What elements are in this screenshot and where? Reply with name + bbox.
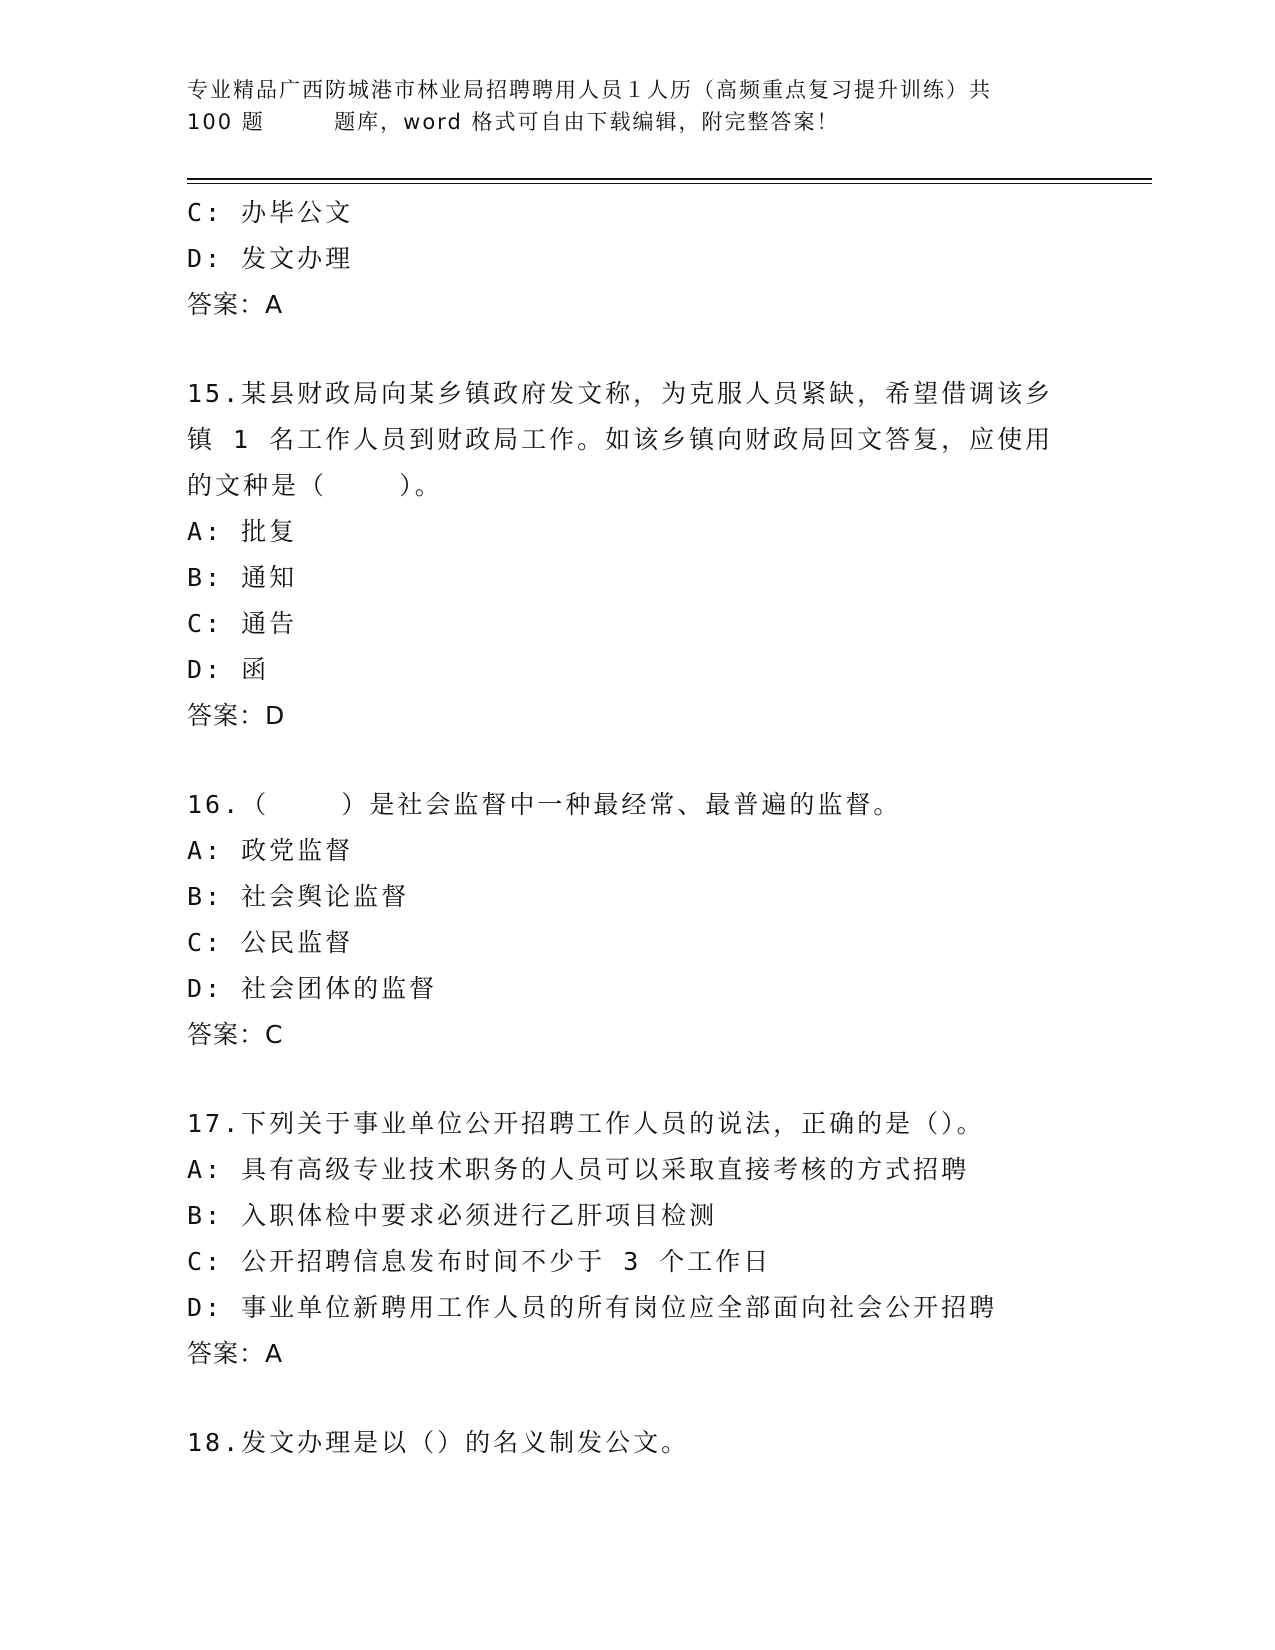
question-16-stem: 16.（ ）是社会监督中一种最经常、最普遍的监督。 [187, 790, 902, 819]
option-c: C: 办毕公文 [187, 198, 354, 227]
option-d: D: 事业单位新聘用工作人员的所有岗位应全部面向社会公开招聘 [187, 1293, 998, 1322]
question-17-stem: 17.下列关于事业单位公开招聘工作人员的说法，正确的是（）。 [187, 1109, 985, 1138]
header-line-1: 专业精品广西防城港市林业局招聘聘用人员１人历（高频重点复习提升训练）共 [187, 78, 992, 102]
answer-line: 答案：D [187, 701, 286, 730]
header-rule-thick [187, 178, 1152, 180]
option-c: C: 通告 [187, 609, 298, 638]
option-a: A: 具有高级专业技术职务的人员可以采取直接考核的方式招聘 [187, 1155, 970, 1184]
header-line-2: 100 题 题库，word 格式可自由下载编辑，附完整答案！ [187, 110, 840, 134]
question-18-stem: 18.发文办理是以（）的名义制发公文。 [187, 1428, 690, 1457]
option-c: C: 公开招聘信息发布时间不少于 3 个工作日 [187, 1247, 772, 1276]
option-c: C: 公民监督 [187, 928, 354, 957]
answer-line: 答案：A [187, 290, 284, 319]
answer-line: 答案：C [187, 1020, 284, 1049]
question-15-stem-1: 15.某县财政局向某乡镇政府发文称，为克服人员紧缺，希望借调该乡 [187, 379, 1054, 408]
page-header [187, 74, 1087, 138]
option-a: A: 政党监督 [187, 836, 354, 865]
answer-line: 答案：A [187, 1339, 284, 1368]
option-b: B: 入职体检中要求必须进行乙肝项目检测 [187, 1201, 718, 1230]
option-d: D: 函 [187, 655, 270, 684]
option-d: D: 社会团体的监督 [187, 974, 438, 1003]
option-a: A: 批复 [187, 517, 298, 546]
header-rule-thin [187, 183, 1152, 184]
question-content [187, 190, 1087, 1466]
question-15-stem-2: 镇 1 名工作人员到财政局工作。如该乡镇向财政局回文答复，应使用 [187, 425, 1054, 454]
option-b: B: 通知 [187, 563, 298, 592]
option-d: D: 发文办理 [187, 244, 354, 273]
option-b: B: 社会舆论监督 [187, 882, 410, 911]
question-15-stem-3: 的文种是（ ）。 [187, 471, 443, 500]
